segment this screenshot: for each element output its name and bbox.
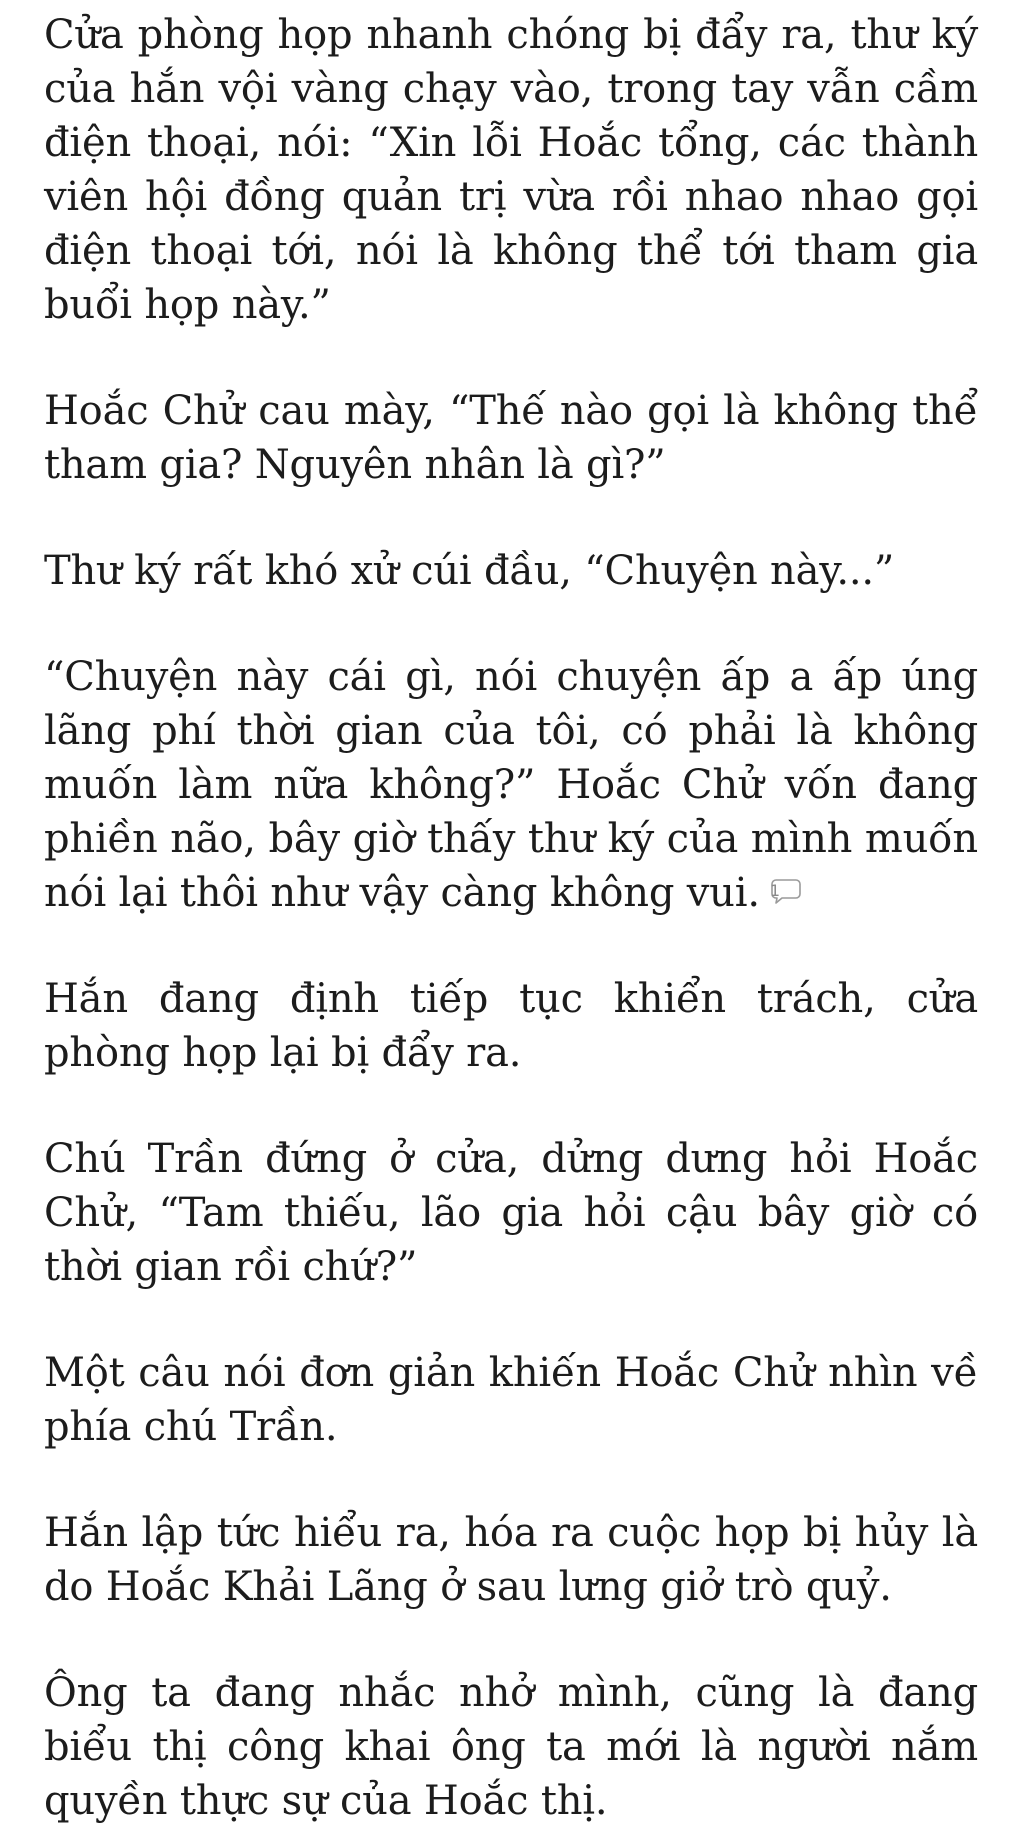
reader-page xyxy=(44,8,978,1828)
paragraph-1: Cửa phòng họp nhanh chóng bị đẩy ra, thư ký của hắn vội vàng chạy vào, trong tay vẫn cầm điện thoại, nói: “Xin lỗi Hoắc tổng, các thành viên hội đồng quản trị vừa rồi nhao nhao gọi điện thoại tới, nói là không thể tới tham gia buổi họp này.” xyxy=(44,12,978,328)
comment-count: 1 xyxy=(769,881,780,900)
paragraph-4 xyxy=(44,650,978,920)
paragraph-6: Chú Trần đứng ở cửa, dửng dưng hỏi Hoắc Chử, “Tam thiếu, lão gia hỏi cậu bây giờ có thời gian rồi chứ?” xyxy=(44,1136,978,1290)
paragraph-9: Ông ta đang nhắc nhở mình, cũng là đang biểu thị công khai ông ta mới là người nắm quyền thực sự của Hoắc thị. xyxy=(44,1670,978,1824)
paragraph-5: Hắn đang định tiếp tục khiển trách, cửa phòng họp lại bị đẩy ra. xyxy=(44,976,978,1076)
paragraph-4-text: “Chuyện này cái gì, nói chuyện ấp a ấp úng lãng phí thời gian của tôi, có phải là không muốn làm nữa không?” Hoắc Chử vốn đang phiền não, bây giờ thấy thư ký của mình muốn nói lại thôi như vậy càng không vui. xyxy=(44,654,978,916)
paragraph-3: Thư ký rất khó xử cúi đầu, “Chuyện này...” xyxy=(44,548,895,594)
paragraph-7: Một câu nói đơn giản khiến Hoắc Chử nhìn về phía chú Trần. xyxy=(44,1350,978,1450)
paragraph-8: Hắn lập tức hiểu ra, hóa ra cuộc họp bị hủy là do Hoắc Khải Lãng ở sau lưng giở trò quỷ. xyxy=(44,1510,978,1610)
comment-badge[interactable] xyxy=(770,878,802,904)
paragraph-2: Hoắc Chử cau mày, “Thế nào gọi là không thể tham gia? Nguyên nhân là gì?” xyxy=(44,388,978,488)
